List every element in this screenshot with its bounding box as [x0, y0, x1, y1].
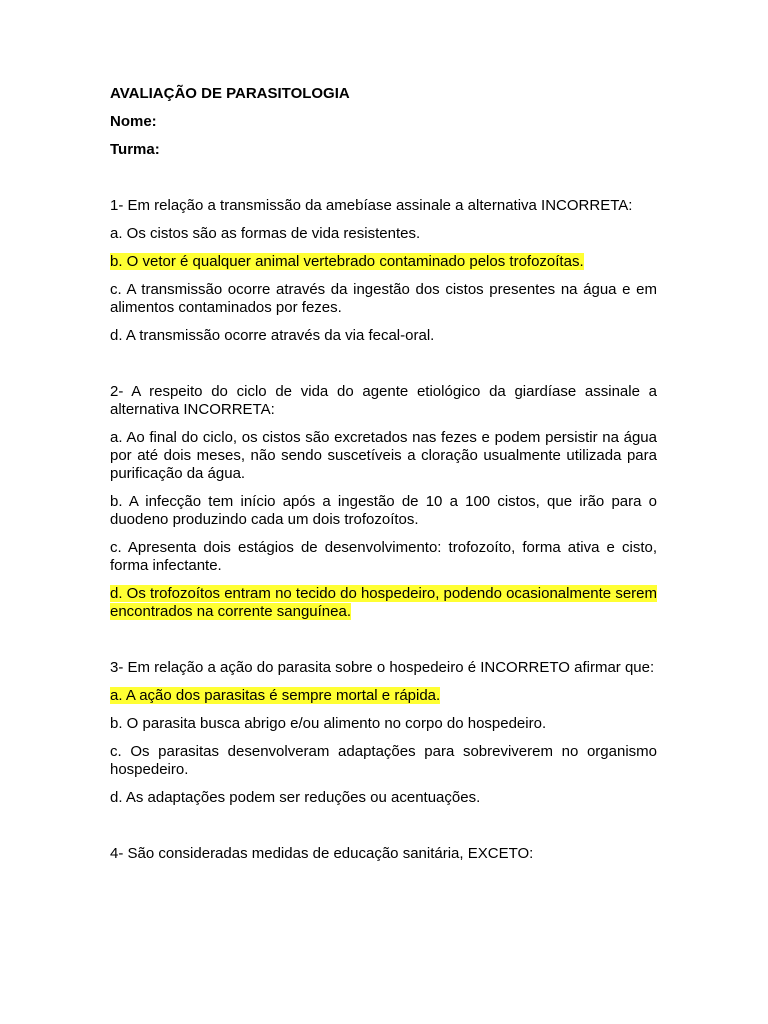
question-1-option-a: [110, 225, 657, 243]
option-text: b. A infecção tem início após a ingestão de 10 a 100 cistos, que irão para o duodeno produzindo cada um dois trofozoítos.: [110, 493, 657, 528]
question-1-option-b: [110, 253, 657, 271]
question-3-option-d: [110, 789, 657, 807]
option-text: b. O parasita busca abrigo e/ou alimento no corpo do hospedeiro.: [110, 715, 547, 732]
question-2-option-b: [110, 493, 657, 529]
question-3: [110, 659, 657, 807]
question-3-prompt: 3- Em relação a ação do parasita sobre o hospedeiro é INCORRETO afirmar que:: [110, 659, 655, 676]
question-1: [110, 197, 657, 345]
question-3-option-b: [110, 715, 657, 733]
question-2-option-a: [110, 429, 657, 483]
option-text: d. A transmissão ocorre através da via fecal-oral.: [110, 327, 435, 344]
question-2-option-c: [110, 539, 657, 575]
class-label: Turma:: [110, 141, 160, 158]
option-text: c. Apresenta dois estágios de desenvolvimento: trofozoíto, forma ativa e cisto, forma infectante.: [110, 539, 657, 574]
option-text: c. Os parasitas desenvolveram adaptações para sobreviverem no organismo hospedeiro.: [110, 743, 657, 778]
name-label: Nome:: [110, 113, 157, 130]
highlighted-option-text: d. Os trofozoítos entram no tecido do hospedeiro, podendo ocasionalmente serem encontrados na corrente sanguínea.: [110, 585, 657, 620]
question-4: [110, 845, 657, 863]
document-page: [110, 85, 657, 873]
question-2: [110, 383, 657, 621]
option-text: c. A transmissão ocorre através da ingestão dos cistos presentes na água e em alimentos contaminados por fezes.: [110, 281, 657, 316]
option-text: a. Os cistos são as formas de vida resistentes.: [110, 225, 421, 242]
question-2-prompt: 2- A respeito do ciclo de vida do agente etiológico da giardíase assinale a alternativa INCORRETA:: [110, 383, 657, 418]
question-1-option-d: [110, 327, 657, 345]
question-4-prompt: 4- São consideradas medidas de educação sanitária, EXCETO:: [110, 845, 534, 862]
document-title: AVALIAÇÃO DE PARASITOLOGIA: [110, 85, 350, 102]
option-text: a. Ao final do ciclo, os cistos são excretados nas fezes e podem persistir na água por até dois meses, não sendo suscetíveis a cloração usualmente utilizada para purificação da água.: [110, 429, 657, 482]
highlighted-option-text: a. A ação dos parasitas é sempre mortal e rápida.: [110, 687, 441, 704]
question-1-prompt: 1- Em relação a transmissão da amebíase assinale a alternativa INCORRETA:: [110, 197, 633, 214]
highlighted-option-text: b. O vetor é qualquer animal vertebrado contaminado pelos trofozoítas.: [110, 253, 584, 270]
option-text: d. As adaptações podem ser reduções ou acentuações.: [110, 789, 481, 806]
question-2-option-d: [110, 585, 657, 621]
question-1-option-c: [110, 281, 657, 317]
question-3-option-a: [110, 687, 657, 705]
question-3-option-c: [110, 743, 657, 779]
